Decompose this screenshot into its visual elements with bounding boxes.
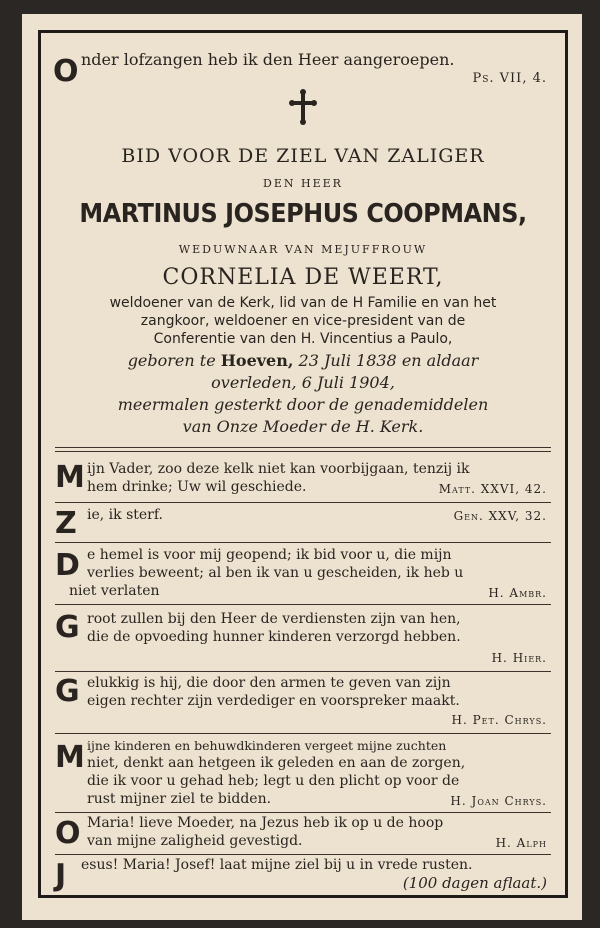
quote-5-line-2: eigen rechter zijn verdediger en voorspreker maakt. (87, 693, 460, 709)
drop-cap-j: J (55, 858, 67, 893)
quote-2-line-1: ie, ik sterf. (87, 507, 163, 523)
divider (55, 542, 551, 543)
born-text-a: geboren te (127, 351, 216, 370)
quote-3-line-2: verlies beweent; al ben ik van u gescheiden, ik heb u (87, 565, 464, 581)
born-text-b: 23 Juli 1838 en aldaar (298, 351, 479, 370)
cross-icon (289, 89, 317, 125)
quote-1-attribution: Matt. XXVI, 42. (438, 482, 547, 496)
quote-7-line-1: Maria! lieve Moeder, na Jezus heb ik op u de hoop (87, 815, 444, 831)
quote-5-attribution: H. Pet. Chrys. (451, 713, 547, 727)
birth-line (41, 351, 565, 370)
drop-cap-m: M (55, 460, 85, 495)
double-rule (55, 447, 551, 452)
divider (55, 502, 551, 503)
opening-verse: nder lofzangen heb ik den Heer aangeroepen. (81, 50, 455, 69)
divider (55, 854, 551, 855)
drop-cap-d: D (55, 548, 80, 583)
quote-1-line-2: hem drinke; Uw wil geschiede. (87, 479, 307, 495)
quote-4-line-2: die de opvoeding hunner kinderen verzorgd hebben. (87, 629, 461, 645)
widower-of: WEDUWNAAR VAN MEJUFFROUW (178, 243, 428, 256)
drop-cap-m: M (55, 740, 85, 775)
quote-2-attribution: Gen. XXV, 32. (453, 509, 547, 523)
quote-6-line-4: rust mijner ziel te bidden. (87, 791, 272, 807)
divider (55, 604, 551, 605)
quote-3-line-3: niet verlaten (69, 583, 160, 599)
biography-line-2: zangkoor, weldoener en vice-president van de (140, 313, 466, 329)
quote-6-line-2: niet, denkt aan hetgeen ik geleden en aan de zorgen, (87, 755, 466, 771)
quote-6-line-1: ijne kinderen en behuwdkinderen vergeet mijne zuchten (87, 738, 447, 753)
quote-8-line-1: esus! Maria! Josef! laat mijne ziel bij u in vrede rusten. (81, 857, 473, 873)
drop-cap-o: O (55, 816, 81, 851)
quote-4-line-1: root zullen bij den Heer de verdiensten zijn van hen, (87, 611, 461, 627)
quote-3-line-1: e hemel is voor mij geopend; ik bid voor u, die mijn (87, 547, 452, 563)
quote-6-line-3: die ik voor u gehad heb; legt u den plicht op voor de (87, 773, 460, 789)
psalm-reference: Ps. VII, 4. (472, 71, 547, 86)
drop-cap-z: Z (55, 506, 77, 541)
indulgence-note: (100 dagen aflaat.) (402, 874, 547, 892)
quote-3-attribution: H. Ambr. (488, 586, 547, 600)
divider (55, 812, 551, 813)
sacraments-line-1: meermalen gesterkt door de genademiddelen (117, 395, 489, 414)
quote-4-attribution: H. Hier. (491, 651, 547, 665)
sacraments-line-2: van Onze Moeder de H. Kerk. (182, 417, 424, 436)
divider (55, 671, 551, 672)
death-line: overleden, 6 Juli 1904, (211, 373, 395, 392)
quote-7-line-2: van mijne zaligheid gevestigd. (87, 833, 303, 849)
drop-cap-g: G (55, 610, 80, 645)
quote-6-attribution: H. Joan Chrys. (450, 794, 547, 808)
drop-cap-o: O (53, 54, 79, 89)
drop-cap-g: G (55, 674, 80, 709)
biography-line-3: Conferentie van den H. Vincentius a Paulo, (153, 331, 453, 347)
birth-place: Hoeven, (220, 351, 294, 370)
quote-5-line-1: elukkig is hij, die door den armen te geven van zijn (87, 675, 451, 691)
biography-line-1: weldoener van de Kerk, lid van de H Familie en van het (109, 295, 497, 311)
spouse-name: CORNELIA DE WEERT, (162, 265, 444, 290)
quote-1-line-1: ijn Vader, zoo deze kelk niet kan voorbijgaan, tenzij ik (87, 461, 470, 477)
quote-7-attribution: H. Alph (495, 836, 547, 850)
den-heer: DEN HEER (263, 177, 343, 190)
card-border (38, 30, 568, 898)
memorial-card (22, 14, 582, 920)
prayer-heading: BID VOOR DE ZIEL VAN ZALIGER (121, 145, 485, 167)
deceased-name: MARTINUS JOSEPHUS COOPMANS, (79, 199, 527, 229)
divider (55, 733, 551, 734)
